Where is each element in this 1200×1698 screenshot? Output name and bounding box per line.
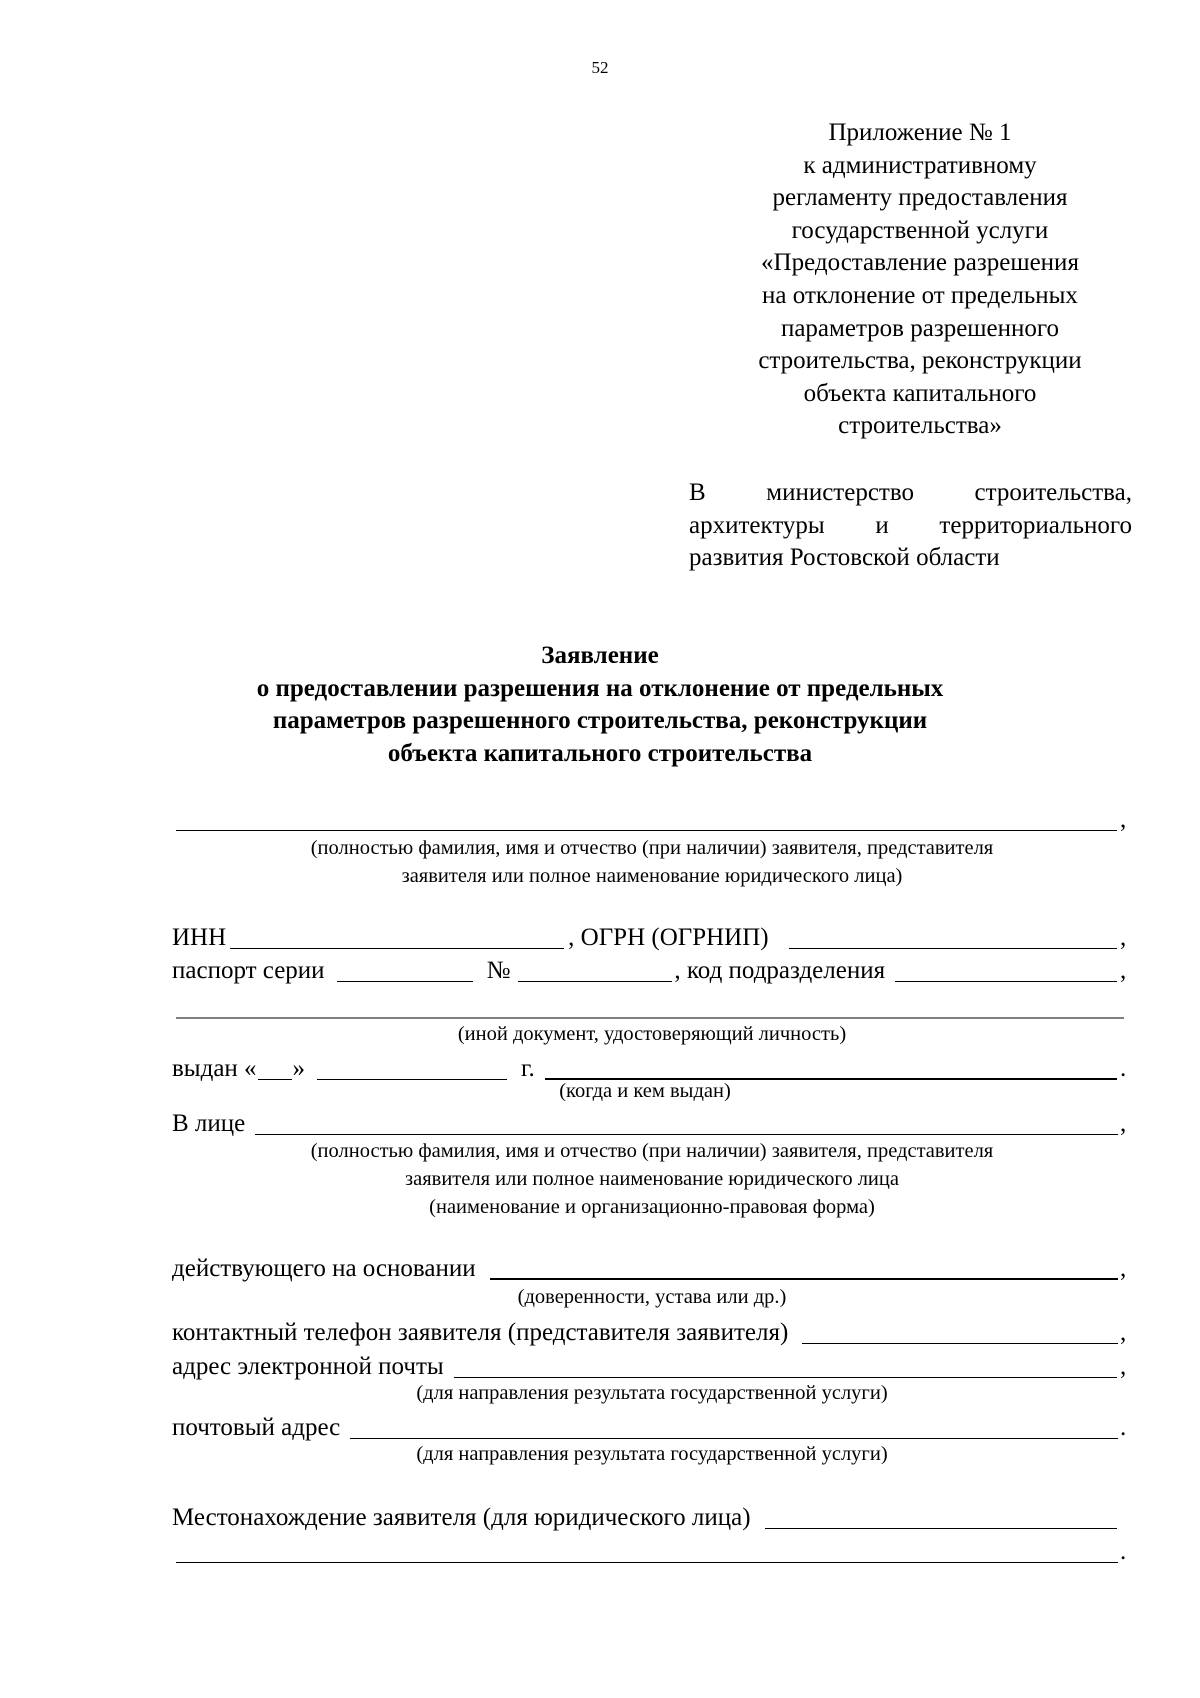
applicant-caption: заявителя или полное наименование юридического лица): [401, 865, 903, 887]
issued-day-field[interactable]: [258, 1055, 292, 1080]
appendix-line: параметров разрешенного: [780, 314, 1060, 342]
in-person-caption: заявителя или полное наименование юридического лица: [405, 1168, 899, 1190]
applicant-row: [172, 805, 1132, 834]
addressee-line: [689, 477, 1132, 510]
passport-label: паспорт серии: [172, 957, 325, 984]
in-person-label: В лице: [172, 1110, 246, 1137]
applicant-name-field[interactable]: [176, 806, 1117, 831]
postal-row: [172, 1413, 1132, 1442]
comma: ,: [1120, 1319, 1127, 1346]
passport-series-field[interactable]: [337, 957, 473, 982]
postal-caption: (для направления результата государственной услуги): [416, 1443, 888, 1465]
inn-field[interactable]: [230, 924, 564, 949]
passport-number-field[interactable]: [518, 957, 672, 982]
period: .: [1120, 1414, 1127, 1441]
other-document-caption: (иной документ, удостоверяющий личность): [457, 1023, 847, 1045]
comma: ,: [1120, 806, 1127, 833]
location-row-continued: [172, 1537, 1132, 1566]
addressee-word: территориального: [939, 511, 1132, 539]
division-label: , код подразделения: [674, 957, 886, 984]
phone-row: [172, 1318, 1132, 1347]
appendix-line: Приложение № 1: [828, 119, 1012, 146]
addressee-line: развития Ростовской области: [689, 544, 1000, 571]
comma: ,: [1120, 1255, 1127, 1282]
addressee-word: архитектуры: [689, 511, 825, 539]
email-label: адрес электронной почты: [172, 1353, 444, 1380]
comma: ,: [1120, 957, 1127, 984]
addressee-word: строительства,: [974, 479, 1132, 506]
title-line: параметров разрешенного строительства, реконструкции: [272, 707, 928, 734]
issued-caption: (когда и кем выдан): [559, 1080, 731, 1102]
basis-caption: (доверенности, устава или др.): [517, 1286, 787, 1308]
location-field-continued[interactable]: [176, 1538, 1118, 1563]
division-code-field[interactable]: [895, 957, 1117, 982]
period: .: [1120, 1055, 1127, 1082]
in-person-row: [172, 1109, 1132, 1138]
in-person-caption: (полностью фамилия, имя и отчество (при наличии) заявителя, представителя: [310, 1140, 994, 1162]
basis-label: действующего на основании: [172, 1255, 476, 1282]
comma: ,: [1120, 1110, 1127, 1137]
basis-field[interactable]: [490, 1254, 1118, 1280]
appendix-line: к административному: [803, 151, 1037, 179]
in-person-caption: (наименование и организационно-правовая форма): [429, 1196, 875, 1218]
postal-label: почтовый адрес: [172, 1414, 341, 1441]
in-person-field[interactable]: [255, 1110, 1118, 1135]
ogrn-field[interactable]: [789, 924, 1117, 949]
issued-close-quote: »: [292, 1055, 306, 1082]
appendix-line: объекта капитального: [803, 379, 1037, 407]
postal-address-field[interactable]: [350, 1414, 1118, 1439]
appendix-line: строительства»: [838, 412, 1002, 440]
appendix-line: регламенту предоставления: [772, 184, 1068, 212]
location-row: [172, 1503, 1132, 1532]
appendix-line: на отклонение от предельных: [762, 281, 1078, 309]
title-line: объекта капитального строительства: [387, 739, 813, 767]
title-line: Заявление: [541, 642, 659, 669]
addressee-line: [689, 510, 1132, 543]
issued-label: выдан «: [172, 1055, 257, 1082]
year-label: г.: [521, 1055, 535, 1082]
appendix-line: строительства, реконструкции: [758, 347, 1082, 375]
page-number: 52: [591, 58, 609, 77]
ogrn-label: , ОГРН (ОГРНИП): [568, 924, 769, 951]
addressee-word: и: [875, 511, 889, 539]
location-label: Местонахождение заявителя (для юридического лица): [172, 1504, 751, 1531]
inn-ogrn-row: [172, 923, 1132, 952]
addressee-block: [689, 477, 1132, 575]
location-field[interactable]: [765, 1504, 1117, 1529]
applicant-caption: (полностью фамилия, имя и отчество (при наличии) заявителя, представителя: [310, 837, 994, 859]
period: .: [1120, 1538, 1127, 1565]
email-field[interactable]: [454, 1353, 1117, 1378]
appendix-line: государственной услуги: [791, 216, 1049, 244]
number-label: №: [486, 957, 511, 984]
document-title: [0, 640, 1200, 770]
comma: ,: [1120, 1353, 1127, 1380]
inn-label: ИНН: [172, 924, 227, 951]
email-caption: (для направления результата государственной услуги): [416, 1382, 888, 1404]
email-row: [172, 1352, 1132, 1381]
passport-row: [172, 956, 1132, 985]
addressee-word: министерство: [766, 479, 914, 506]
appendix-line: «Предоставление разрешения: [761, 249, 1079, 277]
phone-field[interactable]: [802, 1319, 1118, 1344]
appendix-block: [700, 117, 1140, 443]
title-line: о предоставлении разрешения на отклонение от предельных: [256, 674, 944, 702]
basis-row: [172, 1254, 1132, 1283]
phone-label: контактный телефон заявителя (представителя заявителя): [172, 1319, 789, 1346]
other-document-field[interactable]: [176, 1017, 1124, 1019]
addressee-word: В: [689, 479, 706, 506]
comma: ,: [1120, 924, 1127, 951]
